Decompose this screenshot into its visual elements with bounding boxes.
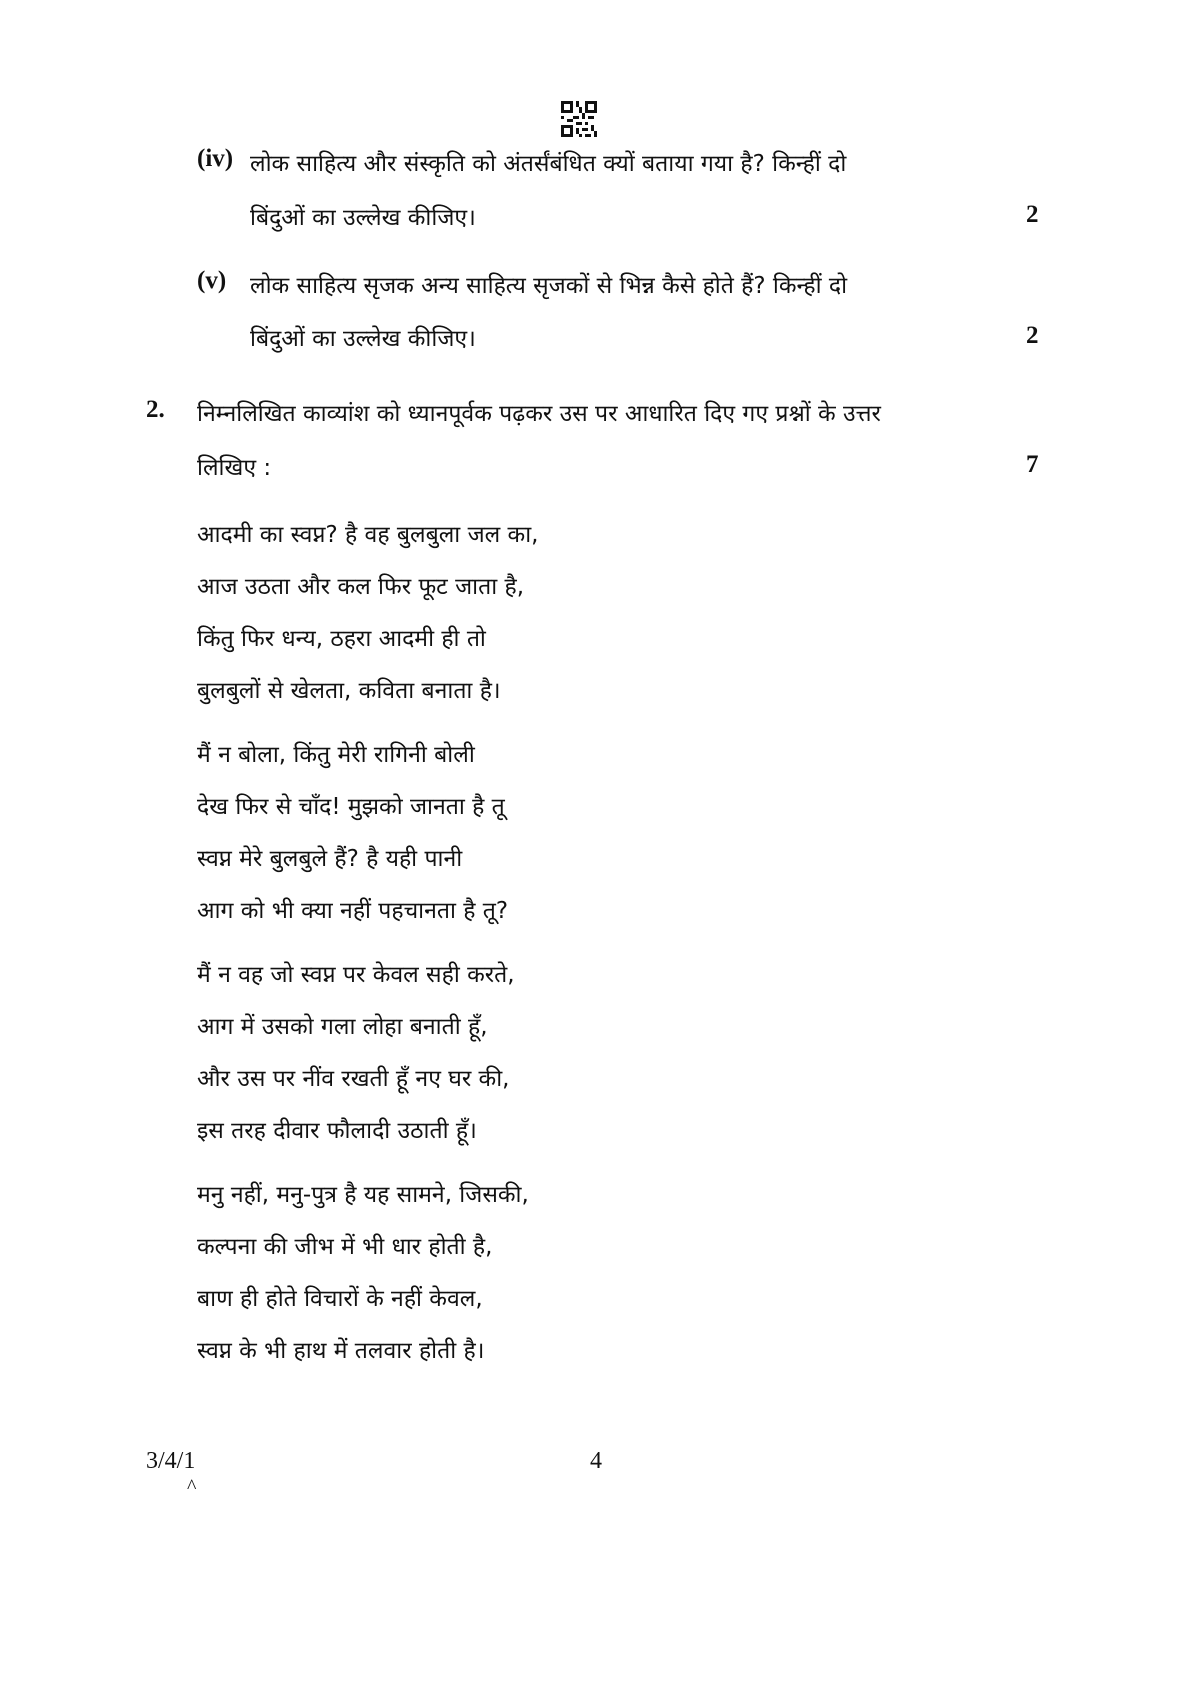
poem-line: कल्पना की जीभ में भी धार होती है, (197, 1234, 493, 1260)
poem-line: आज उठता और कल फिर फूट जाता है, (197, 574, 525, 600)
poem-line: मैं न वह जो स्वप्न पर केवल सही करते, (197, 962, 515, 988)
poem-line: बाण ही होते विचारों के नहीं केवल, (197, 1286, 483, 1312)
poem-line: इस तरह दीवार फौलादी उठाती हूँ। (197, 1118, 477, 1144)
poem-line: आग में उसको गला लोहा बनाती हूँ, (197, 1014, 488, 1040)
question-iv-line2: बिंदुओं का उल्लेख कीजिए। (250, 205, 476, 231)
poem-line: आग को भी क्या नहीं पहचानता है तू? (197, 898, 509, 924)
poem-line: आदमी का स्वप्न? है वह बुलबुला जल का, (197, 522, 539, 548)
poem-line: देख फिर से चाँद! मुझको जानता है तू (197, 794, 505, 820)
paper-code: 3/4/1 (146, 1448, 196, 1474)
poem-line: स्वप्न के भी हाथ में तलवार होती है। (197, 1338, 485, 1364)
question-v-marks: 2 (1026, 322, 1039, 349)
question-2-number: 2. (146, 396, 165, 423)
question-2-marks: 7 (1026, 451, 1039, 478)
caret-mark: ^ (187, 1476, 197, 1498)
question-iv-label: (iv) (197, 145, 234, 172)
question-v-line2: बिंदुओं का उल्लेख कीजिए। (250, 326, 476, 352)
question-iv-marks: 2 (1026, 201, 1039, 228)
poem-line: मनु नहीं, मनु-पुत्र है यह सामने, जिसकी, (197, 1182, 529, 1208)
qr-code-icon (561, 101, 597, 137)
question-v-label: (v) (197, 267, 227, 294)
page-number: 4 (590, 1448, 602, 1474)
poem-line: स्वप्न मेरे बुलबुले हैं? है यही पानी (197, 846, 463, 872)
question-2-line2: लिखिए : (197, 455, 272, 481)
question-2-line1: निम्नलिखित काव्यांश को ध्यानपूर्वक पढ़कर उस पर आधारित दिए गए प्रश्नों के उत्तर (197, 401, 881, 427)
question-v-line1: लोक साहित्य सृजक अन्य साहित्य सृजकों से भिन्न कैसे होते हैं? किन्हीं दो (250, 273, 848, 299)
poem-line: किंतु फिर धन्य, ठहरा आदमी ही तो (197, 626, 486, 652)
question-iv-line1: लोक साहित्य और संस्कृति को अंतर्संबंधित क्यों बताया गया है? किन्हीं दो (250, 151, 847, 177)
poem-line: बुलबुलों से खेलता, कविता बनाता है। (197, 678, 501, 704)
poem-line: और उस पर नींव रखती हूँ नए घर की, (197, 1066, 510, 1092)
poem-line: मैं न बोला, किंतु मेरी रागिनी बोली (197, 742, 475, 768)
